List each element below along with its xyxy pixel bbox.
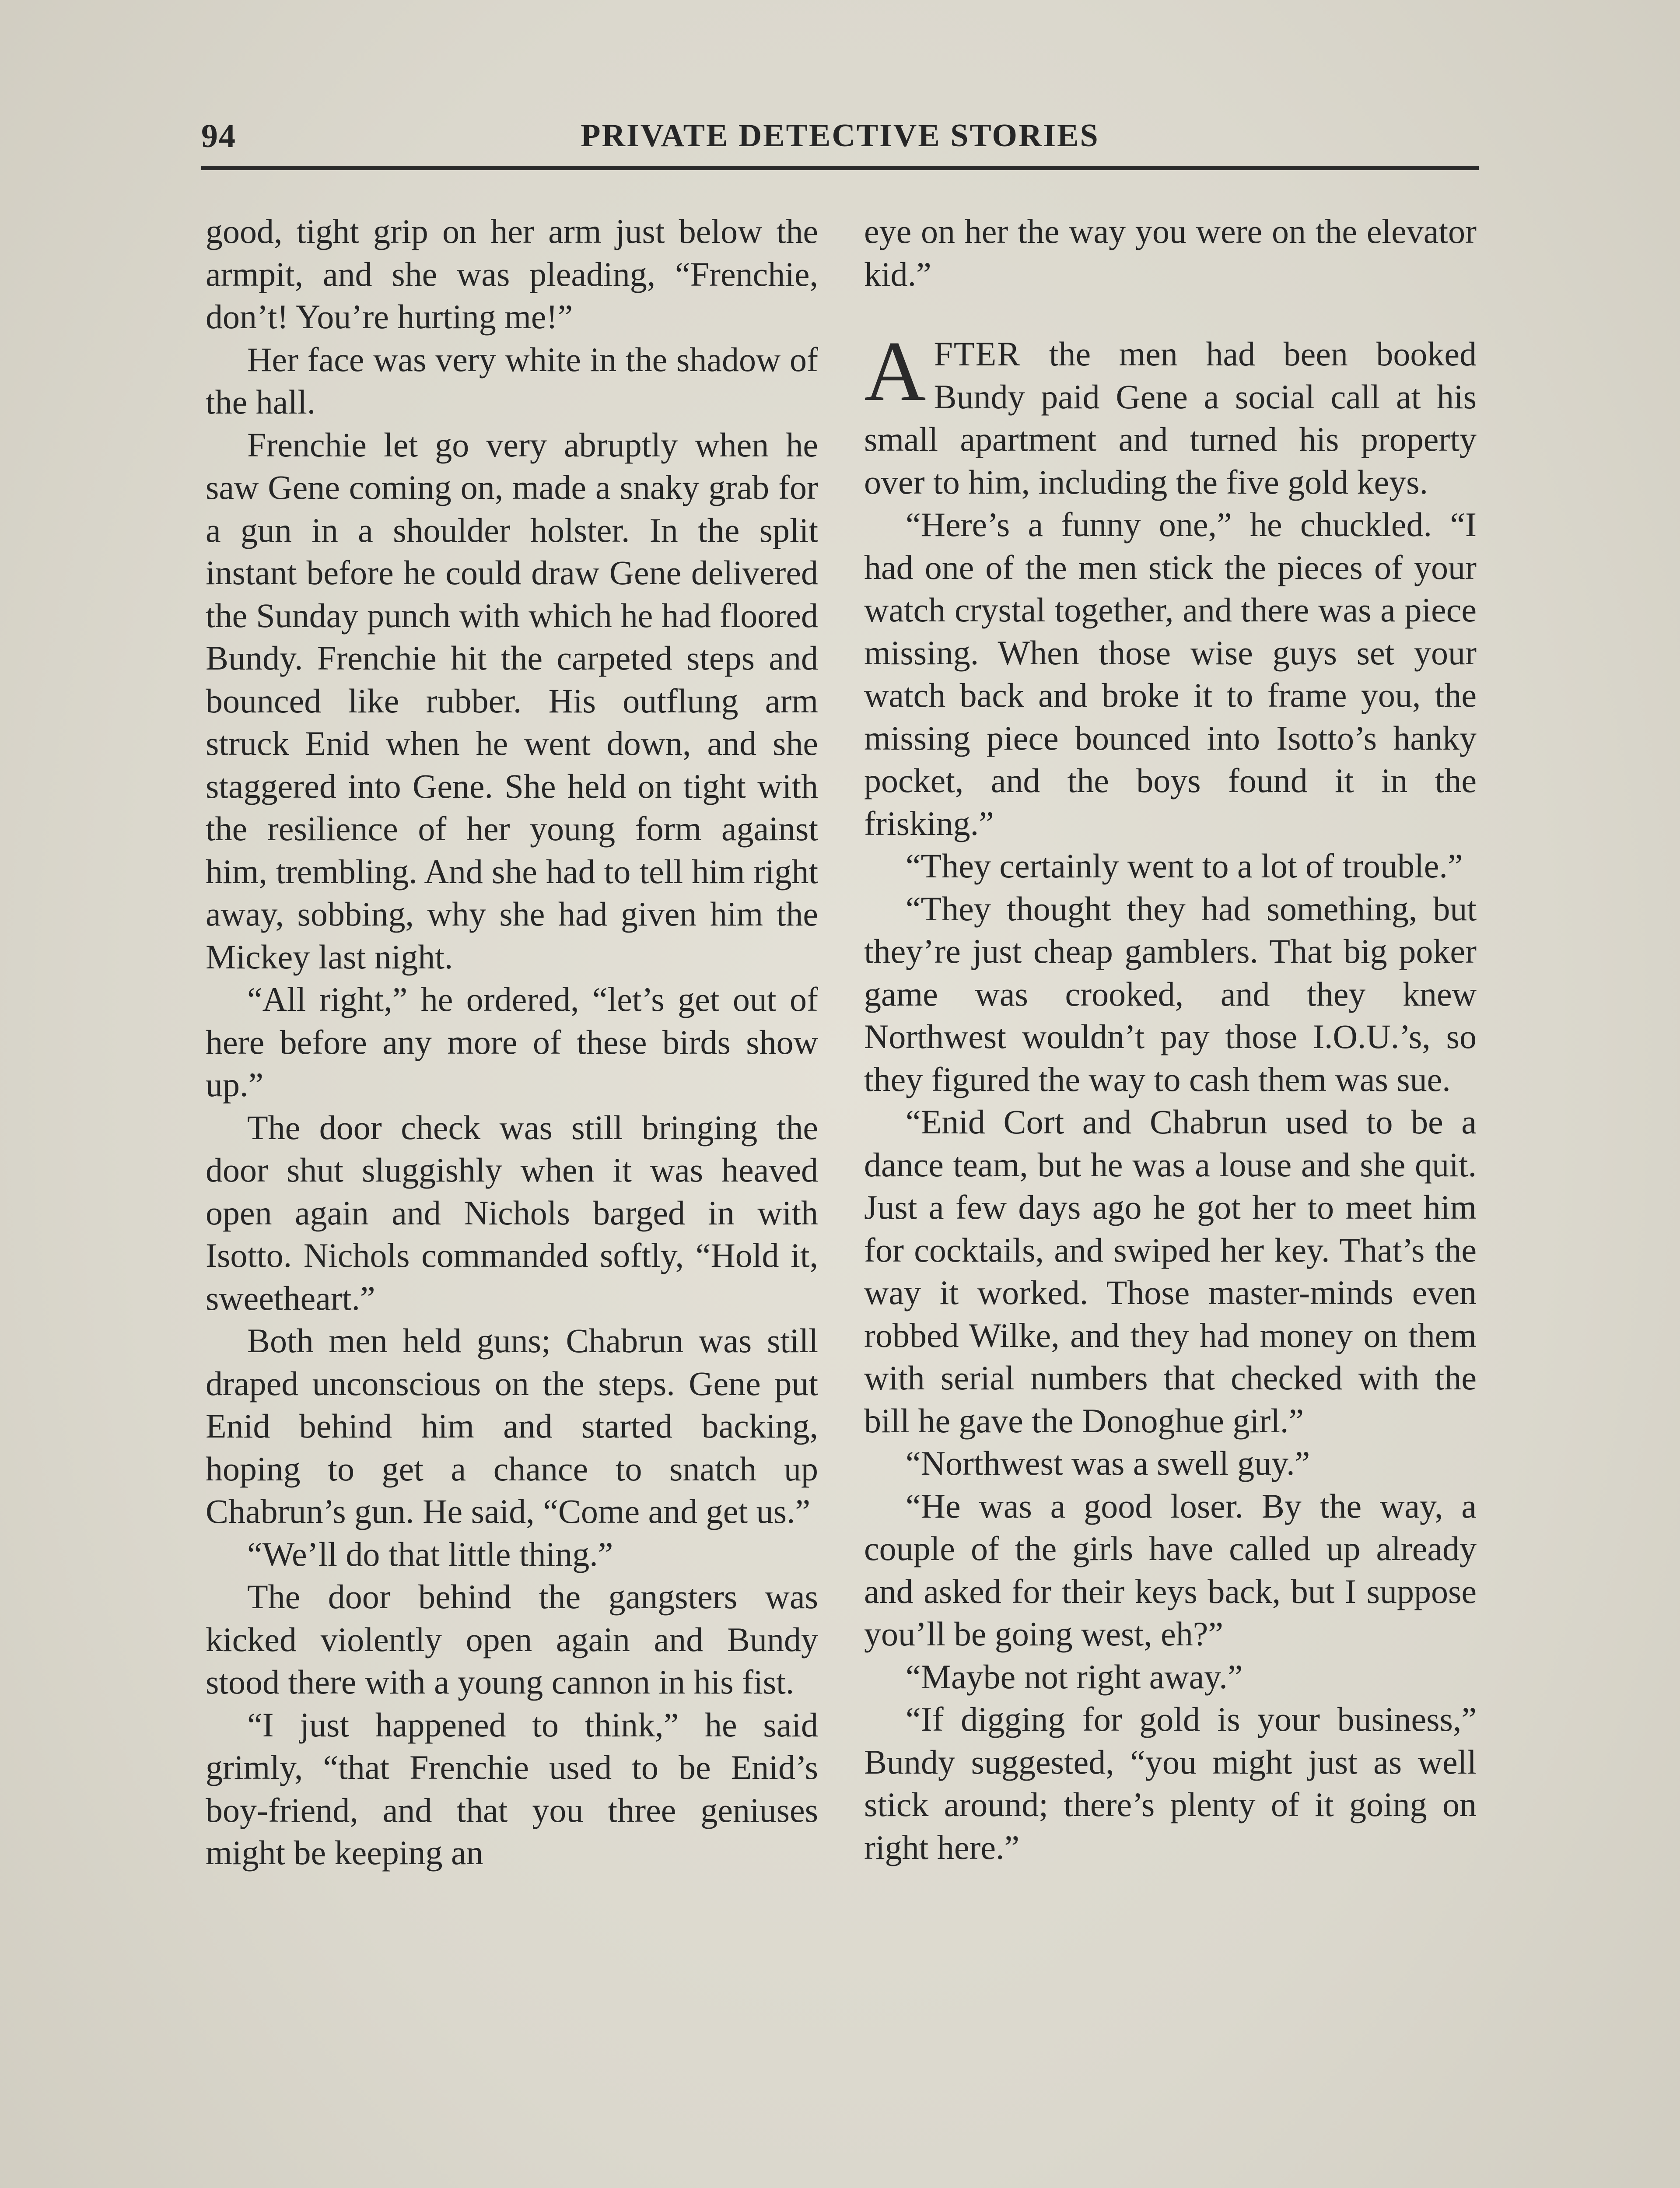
paragraph: “They thought they had something, but they’re just cheap gamblers. That big poker game was crooked, and they knew Northwest wouldn’t pay those I.O.U.’s, so they figured the way to cash them was sue. [864,889,1477,1098]
paragraph: “If digging for gold is your business,” Bundy suggested, “you might just as well stick around; there’s plenty of it going on right here.” [864,1700,1477,1866]
paragraph: eye on her the way you were on the elevator kid.” [864,212,1477,293]
section-opening-text: the men had been booked Bundy paid Gene a social call at his small apartment and turned his property over to him, including the five gold keys. [864,335,1477,501]
left-column [206,210,818,1874]
header-rule [201,166,1479,170]
page-header [201,117,1479,165]
paragraph: “All right,” he ordered, “let’s get out of here before any more of these birds show up.” [206,980,818,1104]
paragraph: Both men held guns; Chabrun was still draped unconscious on the steps. Gene put Enid behind him and started backing, hoping to get a chance to snatch up Chabrun’s gun. He said, “Come and get us.” [206,1322,818,1530]
paragraph: “I just happened to think,” he said grimly, “that Frenchie used to be Enid’s boy-friend, and that you three geniuses might be keeping an [206,1705,818,1872]
right-column [864,210,1477,1869]
paragraph: “Here’s a funny one,” he chuckled. “I had one of the men stick the pieces of your watch crystal together, and there was a piece missing. When those wise guys set your watch back and broke it to frame you, the missing piece bounced into Isotto’s hanky pocket, and the boys found it in the frisking.” [864,505,1477,842]
paragraph: “Enid Cort and Chabrun used to be a dance team, but he was a louse and she quit. Just a few days ago he got her to meet him for cocktails, and swiped her key. That’s the way it worked. Those master-minds even robbed Wilke, and they had money on them with serial numbers that checked with the bill he gave the Donoghue girl.” [864,1103,1477,1440]
drop-cap: A [864,324,926,419]
paragraph: Her face was very white in the shadow of the hall. [206,340,818,421]
paragraph: “They certainly went to a lot of trouble.” [906,847,1463,885]
paragraph: The door behind the gangsters was kicked violently open again and Bundy stood there with a young cannon in his fist. [206,1578,818,1701]
paragraph: “He was a good loser. By the way, a couple of the girls have called up already and asked for their keys back, but I suppose you’ll be going west, eh?” [864,1487,1477,1653]
paragraph: The door check was still bringing the door shut sluggishly when it was heaved open again and Nichols barged in with Isotto. Nichols commanded softly, “Hold it, sweetheart.” [206,1108,818,1317]
paragraph: “We’ll do that little thing.” [247,1535,613,1573]
page-number: 94 [201,118,236,154]
running-title: PRIVATE DETECTIVE STORIES [581,118,1099,154]
paragraph: “Northwest was a swell guy.” [906,1444,1310,1482]
paragraph: “Maybe not right away.” [906,1657,1243,1696]
paragraph: Frenchie let go very abruptly when he saw Gene coming on, made a snaky grab for a gun in a shoulder holster. In the split instant before he could draw Gene delivered the Sunday punch with which he had floored Bundy. Frenchie hit the carpeted steps and bounced like rubber. His outflung arm struck Enid when he went down, and she staggered into Gene. She held on tight with the resilience of her young form against him, trembling. And she had to tell him right away, sobbing, why she had given him the Mickey last night. [206,425,818,976]
paragraph: good, tight grip on her arm just below the armpit, and she was pleading, “Frenchie, don’t! You’re hurting me!” [206,212,818,336]
section-lead-word: FTER [934,335,1021,373]
section-opening-paragraph [864,324,1477,503]
